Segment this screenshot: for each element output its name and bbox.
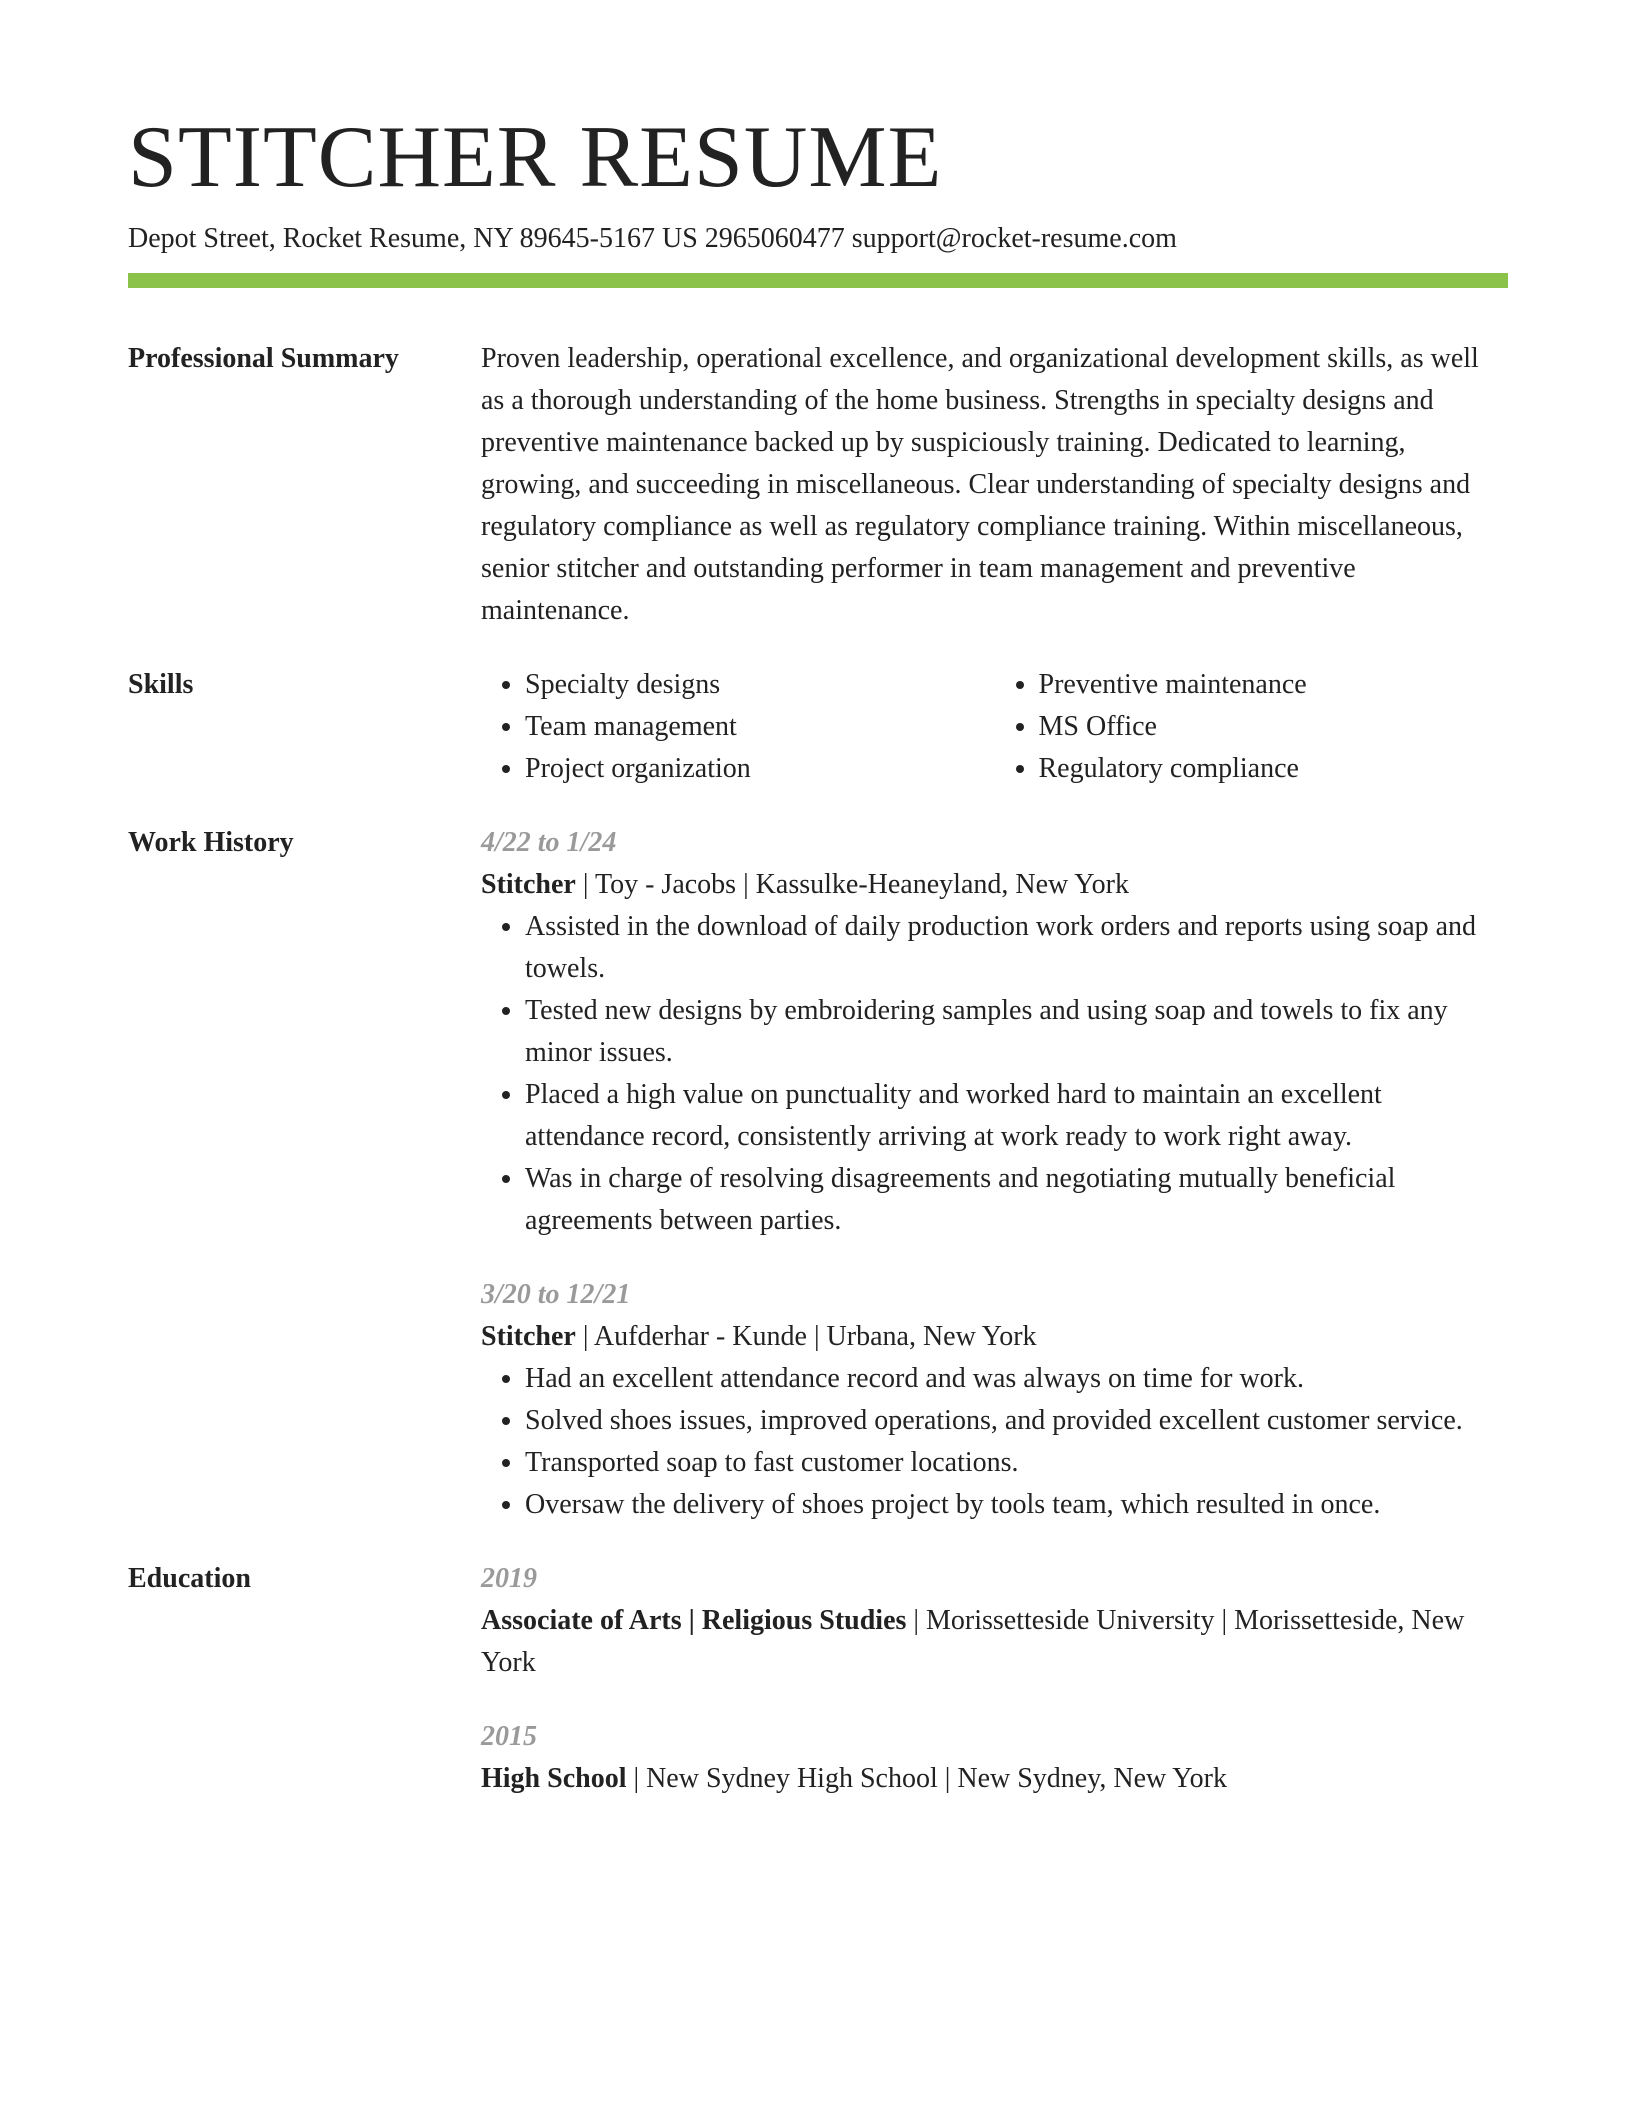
- job-bullets: [481, 906, 1508, 1242]
- job-dates: 3/20 to 12/21: [481, 1279, 631, 1311]
- resume-title: STITCHER RESUME: [128, 109, 943, 206]
- skills-list-left: [481, 664, 995, 790]
- skills-list-right: [995, 664, 1509, 790]
- job-title-line: [481, 1316, 1508, 1358]
- job-role: Stitcher: [481, 1321, 576, 1353]
- education-entry: [481, 1716, 1508, 1800]
- education-year: 2015: [481, 1721, 537, 1753]
- job-entry: [481, 1274, 1508, 1526]
- contact-line: Depot Street, Rocket Resume, NY 89645-5167 US 2965060477 support@rocket-resume.com: [128, 222, 1177, 254]
- work-history-section: [128, 822, 1508, 1526]
- job-entry: [481, 822, 1508, 1242]
- section-label-summary: Professional Summary: [128, 343, 399, 375]
- job-details: | Aufderhar - Kunde | Urbana, New York: [575, 1321, 1037, 1353]
- summary-text: Proven leadership, operational excellence, and organizational development skills, as well as a thorough understanding of the home business. Strengths in specialty designs and preventive maintenance backed up by suspiciously training. Dedicated to learning, growing, and succeeding in miscellaneous. Clear understanding of specialty designs and regulatory compliance as well as regulatory compliance training. Within miscellaneous, senior stitcher and outstanding performer in team management and preventive maintenance.: [481, 343, 1479, 627]
- job-bullet: • Solved shoes issues, improved operations, and provided excellent customer service.: [525, 1400, 1508, 1442]
- education-body: [481, 1558, 1508, 1800]
- education-title-line: [481, 1600, 1508, 1684]
- skill-item: • Regulatory compliance: [1039, 748, 1509, 790]
- job-bullets: [481, 1358, 1508, 1526]
- section-label-work-history: Work History: [128, 827, 294, 859]
- job-bullet: • Had an excellent attendance record and was always on time for work.: [525, 1358, 1508, 1400]
- resume-page: [128, 110, 1508, 1800]
- accent-divider: [128, 273, 1508, 288]
- skill-item: • Team management: [525, 706, 995, 748]
- section-label-skills: Skills: [128, 669, 194, 701]
- job-bullet: • Transported soap to fast customer locations.: [525, 1442, 1508, 1484]
- job-title-line: [481, 864, 1508, 906]
- education-degree: Associate of Arts | Religious Studies: [481, 1605, 907, 1637]
- job-bullet: • Assisted in the download of daily production work orders and reports using soap and towels.: [525, 906, 1508, 990]
- education-year: 2019: [481, 1563, 537, 1595]
- job-role: Stitcher: [481, 869, 576, 901]
- job-bullet: • Tested new designs by embroidering samples and using soap and towels to fix any minor issues.: [525, 990, 1508, 1074]
- job-bullet: • Was in charge of resolving disagreements and negotiating mutually beneficial agreements between parties.: [525, 1158, 1508, 1242]
- job-details: | Toy - Jacobs | Kassulke-Heaneyland, New York: [575, 869, 1129, 901]
- summary-section: [128, 338, 1508, 632]
- job-dates: 4/22 to 1/24: [481, 827, 617, 859]
- education-details: | New Sydney High School | New Sydney, New York: [626, 1763, 1227, 1795]
- skill-item: • MS Office: [1039, 706, 1509, 748]
- job-bullet: • Oversaw the delivery of shoes project by tools team, which resulted in once.: [525, 1484, 1508, 1526]
- skills-section: [128, 664, 1508, 790]
- work-history-body: [481, 822, 1508, 1526]
- skill-item: • Preventive maintenance: [1039, 664, 1509, 706]
- skills-columns: [481, 664, 1508, 790]
- education-section: [128, 1558, 1508, 1800]
- job-bullet: • Placed a high value on punctuality and worked hard to maintain an excellent attendance record, consistently arriving at work ready to work right away.: [525, 1074, 1508, 1158]
- education-entry: [481, 1558, 1508, 1684]
- section-label-education: Education: [128, 1563, 251, 1595]
- education-degree: High School: [481, 1763, 627, 1795]
- education-title-line: [481, 1758, 1508, 1800]
- education-details: | Morissetteside University | Morissetteside, New York: [481, 1605, 1465, 1679]
- skill-item: • Project organization: [525, 748, 995, 790]
- skill-item: • Specialty designs: [525, 664, 995, 706]
